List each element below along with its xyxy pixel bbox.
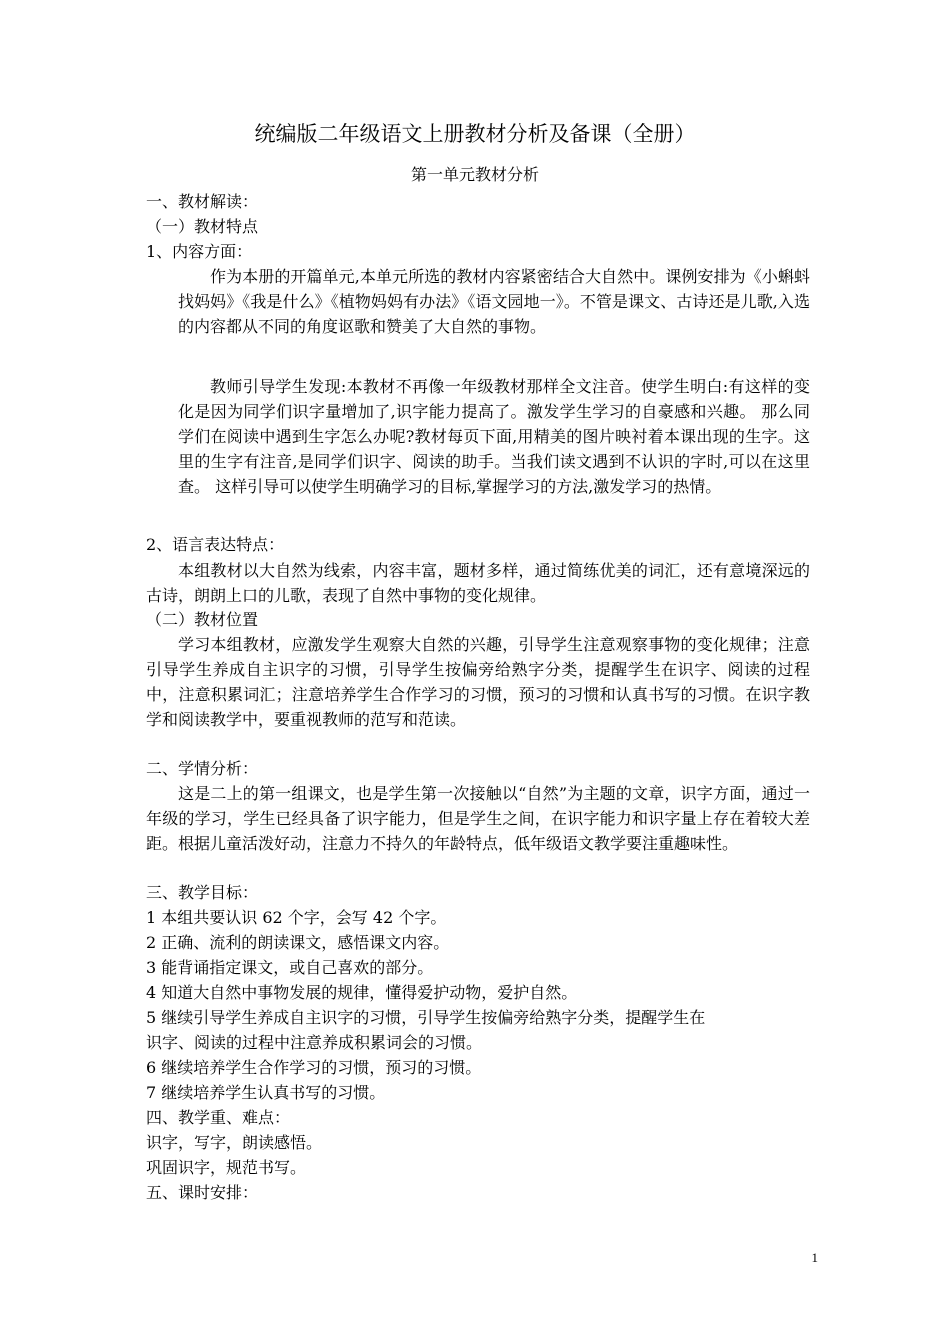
paragraph-content-1: 作为本册的开篇单元,本单元所选的教材内容紧密结合大自然中。课例安排为《小蝌蚪找妈妈》《我是什么》《植物妈妈有办法》《语文园地一》。不管是课文、古诗还是儿歌,入选的内容都从不同的角度讴歌和赞美了大自然的事物。 [178, 267, 810, 336]
goal-item: 识字、阅读的过程中注意养成积累词会的习惯。 [146, 1033, 483, 1052]
subsection-heading-position: （二）教材位置 [146, 610, 259, 629]
goal-item: 4 知道大自然中事物发展的规律，懂得爱护动物，爱护自然。 [146, 983, 578, 1002]
paragraph-position: 学习本组教材，应激发学生观察大自然的兴趣，引导学生注意观察事物的变化规律；注意引导学生养成自主识字的习惯，引导学生按偏旁给熟字分类，提醒学生在识字、阅读的过程中，注意积累词汇；注意培养学生合作学习的习惯，预习的习惯和认真书写的习惯。在识字教学和阅读教学中，要重视教师的范写和范读。 [146, 635, 810, 729]
paragraph-analysis: 这是二上的第一组课文，也是学生第一次接触以“自然”为主题的文章，识字方面，通过一年级的学习，学生已经具备了识字能力，但是学生之间，在识字能力和识字量上存在着较大差距。根据儿童活泼好动，注意力不持久的年龄特点，低年级语文教学要注重趣味性。 [146, 784, 810, 853]
page-number: 1 [811, 1250, 818, 1265]
goal-item: 5 继续引导学生养成自主识字的习惯，引导学生按偏旁给熟字分类，提醒学生在 [146, 1008, 706, 1027]
paragraph-content-2: 教师引导学生发现:本教材不再像一年级教材那样全文注音。使学生明白:有这样的变化是因为同学们识字量增加了,识字能力提高了。激发学生学习的自豪感和兴趣。 那么同学们在阅读中遇到生字怎么办呢?教材每页下面,用精美的图片映衬着本课出现的生字。这里的生字有注音,是同学们识字、阅读的助手。当我们读文遇到不认识的字时,可以在这里查。 这样引导可以使学生明确学习的目标,掌握学习的方法,激发学习的热情。 [178, 377, 810, 496]
section-heading-goals: 三、教学目标： [146, 883, 259, 902]
goal-item: 7 继续培养学生认真书写的习惯。 [146, 1083, 386, 1102]
goal-item: 2 正确、流利的朗读课文，感悟课文内容。 [146, 933, 450, 952]
document-title: 统编版二年级语文上册教材分析及备课（全册） [254, 122, 696, 146]
section-heading-textbook: 一、教材解读： [146, 192, 259, 211]
goal-item: 6 继续培养学生合作学习的习惯，预习的习惯。 [146, 1058, 482, 1077]
paragraph-language: 本组教材以大自然为线索，内容丰富，题材多样，通过简练优美的词汇，还有意境深远的古诗，朗朗上口的儿歌，表现了自然中事物的变化规律。 [146, 561, 810, 605]
item-heading-content: 1、内容方面： [146, 242, 253, 261]
subsection-heading-features: （一）教材特点 [146, 217, 259, 236]
key-point-item: 巩固识字，规范书写。 [146, 1158, 307, 1177]
section-heading-analysis: 二、学情分析： [146, 759, 259, 778]
unit-title: 第一单元教材分析 [410, 165, 539, 184]
key-point-item: 识字，写字，朗读感悟。 [146, 1133, 323, 1152]
section-heading-key-points: 四、教学重、难点： [146, 1108, 291, 1127]
section-heading-schedule: 五、课时安排： [146, 1183, 259, 1202]
goal-item: 1 本组共要认识 62 个字，会写 42 个字。 [146, 908, 447, 927]
item-heading-language: 2、语言表达特点： [146, 535, 285, 554]
goal-item: 3 能背诵指定课文，或自己喜欢的部分。 [146, 958, 434, 977]
